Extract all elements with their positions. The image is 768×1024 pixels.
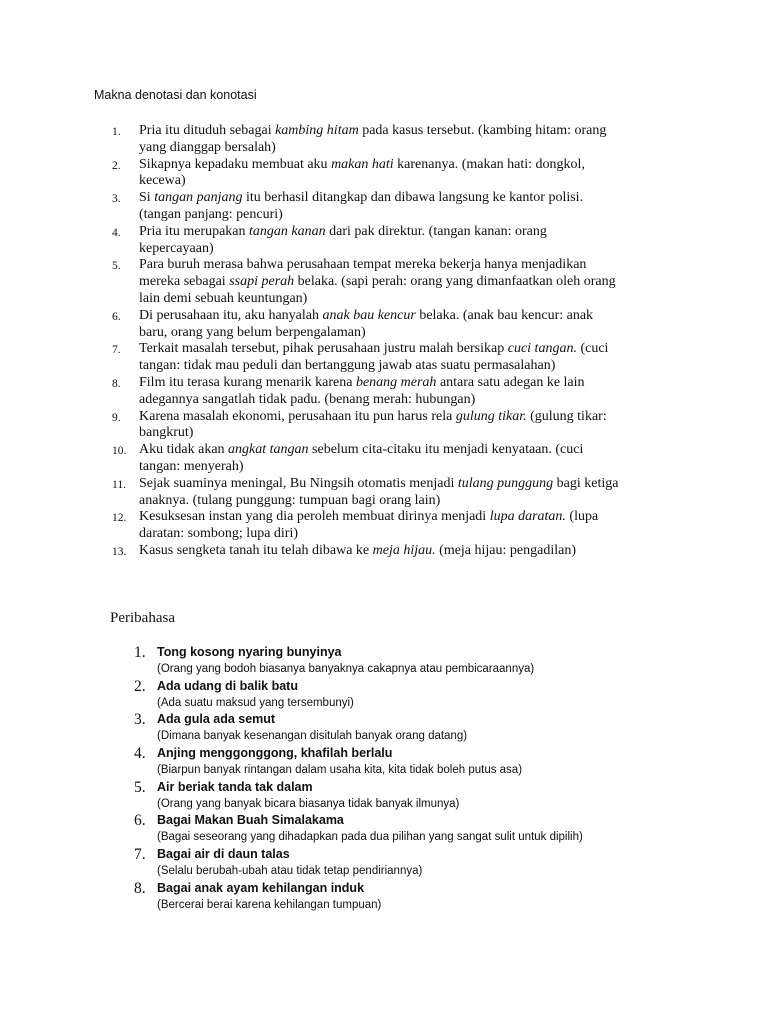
list-item-number: 4. <box>112 226 121 239</box>
list-item-text <box>139 190 583 222</box>
list-item-number: 6. <box>134 812 146 830</box>
list-item <box>112 812 672 846</box>
list-item <box>112 257 672 307</box>
list-item <box>112 476 672 510</box>
text-run: Si <box>139 190 155 206</box>
list-item <box>112 509 672 543</box>
list-item <box>112 409 672 443</box>
text-run: Para buruh merasa bahwa perusahaan tempat mereka bekerja hanya menjadikan mereka sebagai <box>139 257 587 290</box>
list-item-text <box>139 375 585 407</box>
list-item <box>112 341 672 375</box>
peribahasa-title: Bagai Makan Buah Simalakama <box>157 813 344 828</box>
peribahasa-title: Anjing menggonggong, khafilah berlalu <box>157 746 393 761</box>
list-item-text <box>139 341 608 373</box>
list-item <box>112 745 672 779</box>
list-item-number: 1. <box>112 126 121 138</box>
text-run: (cuci tangan: tidak mau peduli dan bertanggung jawab atas suatu permasalahan) <box>139 341 609 374</box>
text-run: dari pak direktur. (tangan kanan: orang kepercayaan) <box>139 223 547 256</box>
text-run: Pria itu merupakan <box>139 223 250 239</box>
section-heading-denotasi: Makna denotasi dan konotasi <box>94 88 257 102</box>
list-item-text <box>139 224 547 256</box>
peribahasa-title: Ada udang di balik batu <box>157 678 298 693</box>
list-item-number: 1. <box>134 644 146 661</box>
text-run: sebelum cita-citaku itu menjadi kenyataan. (cuci tangan: menyerah) <box>139 442 584 474</box>
list-item-number: 6. <box>112 310 121 323</box>
text-run: Kasus sengketa tanah itu telah dibawa ke <box>139 542 373 558</box>
list-item-number: 9. <box>112 411 121 424</box>
list-item-text <box>139 123 606 155</box>
text-run: Karena masalah ekonomi, perusahaan itu pun harus rela <box>139 408 456 424</box>
list-item-text <box>139 509 598 541</box>
peribahasa-title: Bagai air di daun talas <box>157 847 290 862</box>
idiom-term: lupa daratan. <box>489 509 566 525</box>
list-item-number: 10. <box>112 445 127 458</box>
list-item <box>112 779 672 813</box>
list-item <box>112 711 672 745</box>
peribahasa-title: Ada gula ada semut <box>157 712 276 727</box>
idiom-term: gulung tikar. <box>455 408 527 424</box>
list-item-number: 8. <box>134 879 146 897</box>
idiom-term: anak bau kencur <box>322 307 416 323</box>
text-run: Sikapnya kepadaku membuat aku <box>139 156 332 172</box>
list-item-number: 3. <box>112 193 121 206</box>
text-run: pada kasus tersebut. (kambing hitam: orang yang dianggap bersalah) <box>139 123 607 155</box>
list-item-text <box>139 157 585 189</box>
text-run: Pria itu dituduh sebagai <box>139 123 276 138</box>
idiom-term: cuci tangan. <box>507 341 577 357</box>
text-run: karenanya. (makan hati: dongkol, kecewa) <box>139 156 585 189</box>
peribahasa-list <box>112 644 672 914</box>
list-item <box>112 123 672 157</box>
list-item-number: 8. <box>112 377 121 390</box>
peribahasa-title: Bagai anak ayam kehilangan induk <box>157 880 365 895</box>
list-item <box>112 157 672 191</box>
text-run: belaka. (sapi perah: orang yang dimanfaatkan oleh orang lain demi sebuah keuntungan) <box>139 274 616 306</box>
list-item-number: 7. <box>112 344 121 357</box>
list-item-text <box>139 257 616 306</box>
text-run: bagi ketiga anaknya. (tulang punggung: tumpuan bagi orang lain) <box>139 475 619 508</box>
text-run: antara satu adegan ke lain adegannya sangatlah tidak padu. (benang merah: hubungan) <box>139 374 585 407</box>
list-item-number: 2. <box>112 159 121 172</box>
text-run: belaka. (anak bau kencur: anak baru, orang yang belum berpengalaman) <box>139 307 594 340</box>
list-item <box>112 224 672 258</box>
list-item <box>112 543 672 560</box>
text-run: Film itu terasa kurang menarik karena <box>139 374 356 390</box>
list-item <box>112 308 672 342</box>
idiom-term: makan hati <box>331 156 394 172</box>
peribahasa-meaning: (Orang yang banyak bicara biasanya tidak banyak ilmunya) <box>157 797 460 810</box>
list-item-text <box>139 476 618 508</box>
list-item-number: 13. <box>112 545 127 558</box>
text-run: Di perusahaan itu, aku hanyalah <box>139 307 323 323</box>
list-item <box>112 190 672 224</box>
text-run: Sejak suaminya meningal, Bu Ningsih otomatis menjadi <box>139 475 458 491</box>
list-item-number: 3. <box>134 711 146 729</box>
section-heading-peribahasa: Peribahasa <box>110 610 175 626</box>
list-item-number: 11. <box>112 478 126 491</box>
list-item-number: 7. <box>134 846 146 864</box>
idiom-term: tulang punggung <box>457 475 554 491</box>
peribahasa-meaning: (Bagai seseorang yang dihadapkan pada dua pilihan yang sangat sulit untuk dipilih) <box>157 831 583 844</box>
list-item <box>112 678 672 712</box>
list-item-text <box>139 442 583 474</box>
list-item-text <box>139 409 607 441</box>
denotasi-list <box>112 123 672 560</box>
list-item-number: 12. <box>112 512 127 525</box>
peribahasa-meaning: (Orang yang bodoh biasanya banyaknya cakapnya atau pembicaraannya) <box>157 663 535 675</box>
text-run: Kesuksesan instan yang dia peroleh membuat dirinya menjadi <box>139 509 490 525</box>
list-item <box>112 442 672 476</box>
text-run: Terkait masalah tersebut, pihak perusahaan justru malah bersikap <box>139 341 508 357</box>
idiom-term: tangan panjang <box>154 190 243 206</box>
peribahasa-title: Air beriak tanda tak dalam <box>157 779 313 794</box>
idiom-term: angkat tangan <box>228 442 309 458</box>
list-item-text <box>139 308 593 340</box>
peribahasa-meaning: (Dimana banyak kesenangan disitulah banyak orang datang) <box>157 730 468 743</box>
text-run: (meja hijau: pengadilan) <box>435 542 576 558</box>
idiom-term: ssapi perah <box>229 274 295 290</box>
peribahasa-meaning: (Bercerai berai karena kehilangan tumpuan) <box>157 898 382 911</box>
list-item <box>112 644 672 678</box>
text-run: itu berhasil ditangkap dan dibawa langsung ke kantor polisi. (tangan panjang: pencuri) <box>139 190 584 222</box>
list-item-text <box>139 543 576 558</box>
list-item-number: 4. <box>134 745 146 763</box>
text-run: (lupa daratan: sombong; lupa diri) <box>139 509 599 542</box>
peribahasa-meaning: (Ada suatu maksud yang tersembunyi) <box>157 696 354 709</box>
list-item-number: 2. <box>134 677 146 695</box>
list-item <box>112 880 672 914</box>
idiom-term: kambing hitam <box>275 123 359 138</box>
list-item-number: 5. <box>112 260 121 273</box>
list-item-number: 5. <box>134 778 146 796</box>
text-run: Aku tidak akan <box>139 442 229 458</box>
idiom-term: meja hijau. <box>372 542 436 558</box>
text-run: (gulung tikar: bangkrut) <box>139 408 607 441</box>
peribahasa-title: Tong kosong nyaring bunyinya <box>157 645 342 659</box>
peribahasa-meaning: (Selalu berubah-ubah atau tidak tetap pendiriannya) <box>157 865 423 878</box>
idiom-term: tangan kanan <box>249 223 326 239</box>
idiom-term: benang merah <box>355 374 437 390</box>
list-item <box>112 846 672 880</box>
list-item <box>112 375 672 409</box>
peribahasa-meaning: (Biarpun banyak rintangan dalam usaha kita, kita tidak boleh putus asa) <box>157 764 523 777</box>
